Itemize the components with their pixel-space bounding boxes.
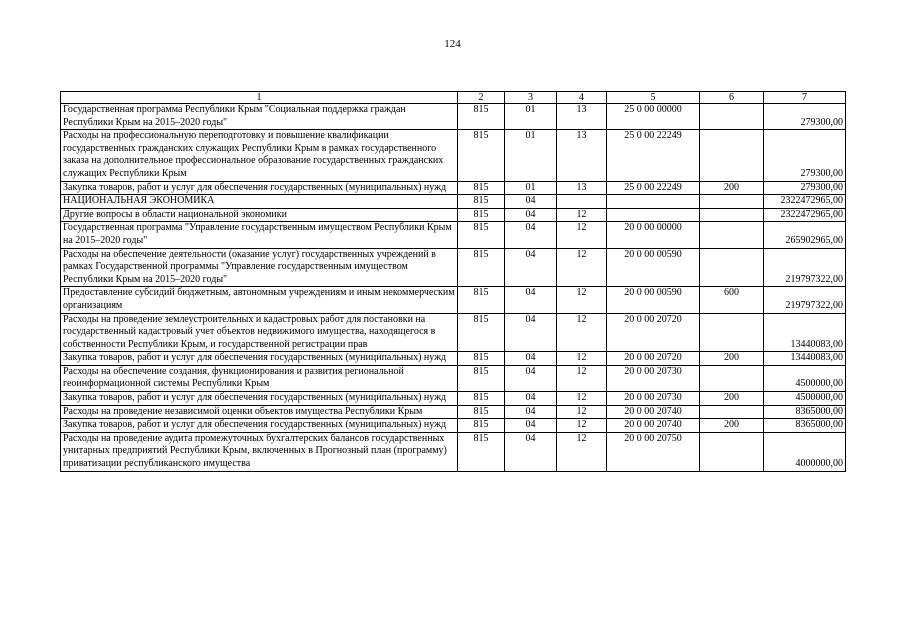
expense-type-cell — [700, 365, 764, 391]
table-row — [61, 432, 846, 471]
header-cell: 6 — [700, 92, 764, 104]
ministry-code-cell: 815 — [458, 248, 505, 287]
ministry-code-cell: 815 — [458, 287, 505, 313]
table-row — [61, 365, 846, 391]
amount-cell: 4500000,00 — [764, 365, 846, 391]
amount-cell: 219797322,00 — [764, 248, 846, 287]
header-cell: 1 — [61, 92, 458, 104]
table-row — [61, 130, 846, 181]
subsection-code-cell: 12 — [557, 287, 607, 313]
header-row — [61, 92, 846, 104]
section-code-cell: 04 — [505, 313, 557, 352]
ministry-code-cell: 815 — [458, 365, 505, 391]
header-cell: 4 — [557, 92, 607, 104]
expense-name-cell: Государственная программа Республики Крым "Социальная поддержка граждан Республики Крым на 2015–2020 годы" — [61, 104, 458, 130]
section-code-cell: 04 — [505, 222, 557, 248]
ministry-code-cell: 815 — [458, 181, 505, 195]
header-cell: 5 — [607, 92, 700, 104]
table-row — [61, 208, 846, 222]
table-row — [61, 195, 846, 209]
ministry-code-cell: 815 — [458, 392, 505, 406]
table-row — [61, 352, 846, 366]
expense-type-cell: 200 — [700, 419, 764, 433]
amount-cell: 2322472965,00 — [764, 208, 846, 222]
table-row — [61, 313, 846, 352]
section-code-cell: 04 — [505, 248, 557, 287]
expense-name-cell: Закупка товаров, работ и услуг для обеспечения государственных (муниципальных) нужд — [61, 181, 458, 195]
ministry-code-cell: 815 — [458, 195, 505, 209]
section-code-cell: 04 — [505, 405, 557, 419]
expense-type-cell — [700, 104, 764, 130]
subsection-code-cell: 12 — [557, 352, 607, 366]
amount-cell: 265902965,00 — [764, 222, 846, 248]
section-code-cell: 04 — [505, 208, 557, 222]
subsection-code-cell: 13 — [557, 130, 607, 181]
header-cell: 2 — [458, 92, 505, 104]
expense-name-cell: Расходы на проведение землеустроительных и кадастровых работ для постановки на государственный кадастровый учет объектов недвижимого имущества, находящегося в собственности Республики Крым, и государственной регистрации прав — [61, 313, 458, 352]
expense-type-cell — [700, 248, 764, 287]
ministry-code-cell: 815 — [458, 419, 505, 433]
target-article-cell: 20 0 00 00590 — [607, 287, 700, 313]
amount-cell: 8365000,00 — [764, 405, 846, 419]
expense-name-cell: Расходы на проведение аудита промежуточных бухгалтерских балансов государственных унитарных предприятий Республики Крым, включенных в Прогнозный план (программу) приватизации республиканского имущества — [61, 432, 458, 471]
amount-cell: 279300,00 — [764, 104, 846, 130]
target-article-cell: 20 0 00 20740 — [607, 419, 700, 433]
table-row — [61, 248, 846, 287]
section-code-cell: 04 — [505, 287, 557, 313]
target-article-cell: 20 0 00 20720 — [607, 352, 700, 366]
ministry-code-cell: 815 — [458, 405, 505, 419]
expense-type-cell — [700, 130, 764, 181]
expense-type-cell — [700, 432, 764, 471]
target-article-cell: 20 0 00 20730 — [607, 392, 700, 406]
expense-name-cell: Закупка товаров, работ и услуг для обеспечения государственных (муниципальных) нужд — [61, 392, 458, 406]
amount-cell: 2322472965,00 — [764, 195, 846, 209]
amount-cell: 279300,00 — [764, 181, 846, 195]
target-article-cell: 25 0 00 22249 — [607, 181, 700, 195]
ministry-code-cell: 815 — [458, 130, 505, 181]
expense-name-cell: Закупка товаров, работ и услуг для обеспечения государственных (муниципальных) нужд — [61, 419, 458, 433]
amount-cell: 13440083,00 — [764, 352, 846, 366]
expense-name-cell: Расходы на обеспечение деятельности (оказание услуг) государственных учреждений в рамках Государственной программы "Управление государственным имуществом Республики Крым на 2015–2020 годы" — [61, 248, 458, 287]
subsection-code-cell: 12 — [557, 208, 607, 222]
header-cell: 3 — [505, 92, 557, 104]
target-article-cell: 20 0 00 20720 — [607, 313, 700, 352]
target-article-cell: 20 0 00 20730 — [607, 365, 700, 391]
section-code-cell: 04 — [505, 392, 557, 406]
section-code-cell: 01 — [505, 130, 557, 181]
subsection-code-cell: 13 — [557, 104, 607, 130]
ministry-code-cell: 815 — [458, 104, 505, 130]
ministry-code-cell: 815 — [458, 432, 505, 471]
ministry-code-cell: 815 — [458, 208, 505, 222]
amount-cell: 219797322,00 — [764, 287, 846, 313]
expense-type-cell: 200 — [700, 352, 764, 366]
expense-name-cell: НАЦИОНАЛЬНАЯ ЭКОНОМИКА — [61, 195, 458, 209]
expense-type-cell: 600 — [700, 287, 764, 313]
target-article-cell: 20 0 00 00590 — [607, 248, 700, 287]
expense-type-cell: 200 — [700, 392, 764, 406]
expense-name-cell: Предоставление субсидий бюджетным, автономным учреждениям и иным некоммерческим организациям — [61, 287, 458, 313]
amount-cell: 279300,00 — [764, 130, 846, 181]
table-row — [61, 222, 846, 248]
expense-name-cell: Расходы на проведение независимой оценки объектов имущества Республики Крым — [61, 405, 458, 419]
target-article-cell — [607, 208, 700, 222]
expense-type-cell — [700, 222, 764, 248]
table-row — [61, 392, 846, 406]
subsection-code-cell: 12 — [557, 248, 607, 287]
expense-name-cell: Государственная программа "Управление государственным имуществом Республики Крым на 2015–2020 годы" — [61, 222, 458, 248]
amount-cell: 4500000,00 — [764, 392, 846, 406]
target-article-cell — [607, 195, 700, 209]
header-cell: 7 — [764, 92, 846, 104]
expense-name-cell: Расходы на профессиональную переподготовку и повышение квалификации государственных гражданских служащих Республики Крым в рамках государственного заказа на дополнительное профессиональное образование государственных гражданских служащих Республики Крым — [61, 130, 458, 181]
section-code-cell: 01 — [505, 104, 557, 130]
expense-name-cell: Другие вопросы в области национальной экономики — [61, 208, 458, 222]
expense-name-cell: Закупка товаров, работ и услуг для обеспечения государственных (муниципальных) нужд — [61, 352, 458, 366]
expense-type-cell — [700, 405, 764, 419]
ministry-code-cell: 815 — [458, 352, 505, 366]
table-row — [61, 287, 846, 313]
page-number: 124 — [444, 38, 461, 50]
subsection-code-cell: 12 — [557, 392, 607, 406]
table-row — [61, 181, 846, 195]
subsection-code-cell: 12 — [557, 419, 607, 433]
budget-table-body — [61, 92, 846, 472]
expense-type-cell — [700, 195, 764, 209]
table-row — [61, 405, 846, 419]
target-article-cell: 20 0 00 20750 — [607, 432, 700, 471]
subsection-code-cell: 12 — [557, 432, 607, 471]
target-article-cell: 25 0 00 22249 — [607, 130, 700, 181]
budget-table — [60, 91, 846, 472]
subsection-code-cell: 12 — [557, 405, 607, 419]
section-code-cell: 04 — [505, 195, 557, 209]
target-article-cell: 25 0 00 00000 — [607, 104, 700, 130]
target-article-cell: 20 0 00 20740 — [607, 405, 700, 419]
section-code-cell: 04 — [505, 365, 557, 391]
ministry-code-cell: 815 — [458, 222, 505, 248]
subsection-code-cell: 12 — [557, 313, 607, 352]
table-row — [61, 104, 846, 130]
expense-name-cell: Расходы на обеспечение создания, функционирования и развития региональной геоинформационной системы Республики Крым — [61, 365, 458, 391]
table-row — [61, 419, 846, 433]
subsection-code-cell: 13 — [557, 181, 607, 195]
section-code-cell: 04 — [505, 419, 557, 433]
target-article-cell: 20 0 00 00000 — [607, 222, 700, 248]
ministry-code-cell: 815 — [458, 313, 505, 352]
subsection-code-cell: 12 — [557, 365, 607, 391]
expense-type-cell — [700, 313, 764, 352]
expense-type-cell — [700, 208, 764, 222]
amount-cell: 8365000,00 — [764, 419, 846, 433]
expense-type-cell: 200 — [700, 181, 764, 195]
section-code-cell: 04 — [505, 432, 557, 471]
section-code-cell: 04 — [505, 352, 557, 366]
amount-cell: 4000000,00 — [764, 432, 846, 471]
subsection-code-cell — [557, 195, 607, 209]
section-code-cell: 01 — [505, 181, 557, 195]
amount-cell: 13440083,00 — [764, 313, 846, 352]
subsection-code-cell: 12 — [557, 222, 607, 248]
